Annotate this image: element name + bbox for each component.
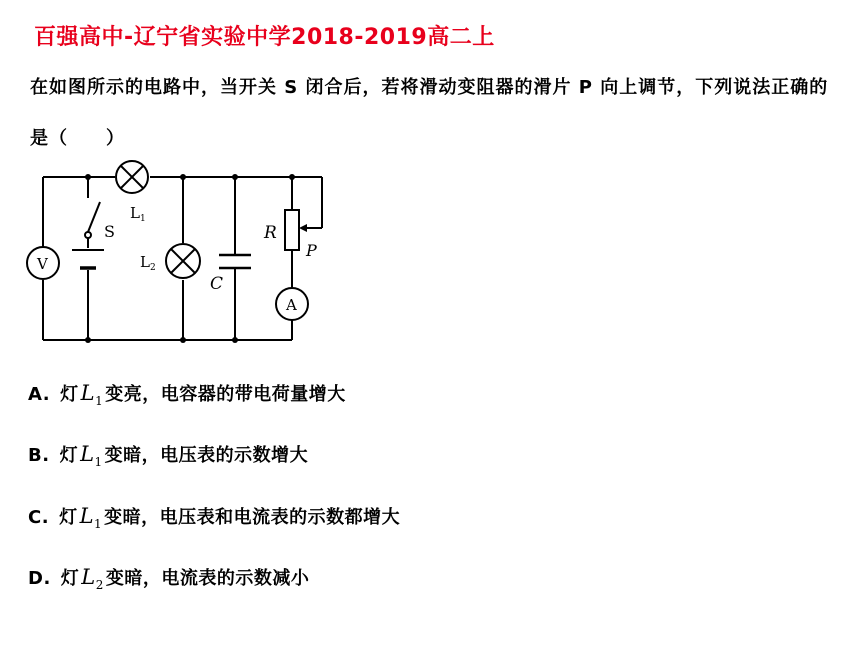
option-text: 变暗，电流表的示数减小 bbox=[105, 568, 310, 589]
ammeter-label: A bbox=[286, 296, 297, 314]
option-letter: A. bbox=[28, 384, 51, 405]
option-letter: C. bbox=[28, 507, 50, 528]
option-prefix: 灯 bbox=[59, 507, 78, 528]
option-prefix: 灯 bbox=[59, 445, 79, 466]
junction-dot bbox=[180, 174, 186, 180]
junction-dot bbox=[180, 337, 186, 343]
option-prefix: 灯 bbox=[60, 568, 80, 589]
junction-dot bbox=[232, 174, 238, 180]
voltmeter-label: V bbox=[37, 255, 48, 273]
option-letter: D. bbox=[28, 568, 51, 589]
junction-dot bbox=[289, 174, 295, 180]
lamp-symbol: $L_1$ bbox=[80, 381, 104, 409]
capacitor-symbol bbox=[219, 255, 251, 268]
option-text: 变亮，电容器的带电荷量增大 bbox=[105, 384, 346, 405]
lamp-l2-symbol bbox=[166, 244, 200, 278]
capacitor-label: C bbox=[210, 274, 224, 294]
junction-dot bbox=[85, 337, 91, 343]
lamp-l1-label: $L_1$ bbox=[130, 204, 146, 224]
option-d[interactable] bbox=[28, 564, 309, 592]
lamp-symbol: $L_1$ bbox=[80, 442, 103, 470]
junction-dot bbox=[232, 337, 238, 343]
circuit-diagram bbox=[20, 150, 340, 350]
option-b[interactable] bbox=[28, 441, 308, 469]
option-text: 变暗，电压表和电流表的示数都增大 bbox=[104, 507, 401, 528]
switch-s-label: S bbox=[104, 222, 115, 241]
option-c[interactable] bbox=[28, 503, 400, 531]
lamp-l1-symbol bbox=[116, 161, 148, 193]
battery-symbol bbox=[72, 250, 104, 268]
junction-dot bbox=[85, 174, 91, 180]
option-a[interactable] bbox=[28, 380, 346, 408]
lamp-l2-label: $L_2$ bbox=[140, 253, 156, 273]
page-title: 百强高中-辽宁省实验中学2018-2019高二上 bbox=[34, 25, 495, 50]
option-letter: B. bbox=[28, 445, 50, 466]
option-text: 变暗，电压表的示数增大 bbox=[104, 445, 309, 466]
resistor-label: R bbox=[264, 223, 277, 243]
switch-s-symbol bbox=[85, 202, 100, 238]
lamp-symbol: $L_2$ bbox=[81, 565, 104, 593]
question-text: 在如图所示的电路中，当开关 S 闭合后，若将滑动变阻器的滑片 P 向上调节，下列说法正确的是（ ） bbox=[30, 77, 829, 149]
lamp-symbol: $L_1$ bbox=[79, 504, 103, 532]
option-prefix: 灯 bbox=[60, 384, 79, 405]
slider-arrow-icon bbox=[299, 224, 307, 232]
slider-label: P bbox=[306, 241, 317, 260]
rheostat-symbol bbox=[285, 210, 299, 250]
